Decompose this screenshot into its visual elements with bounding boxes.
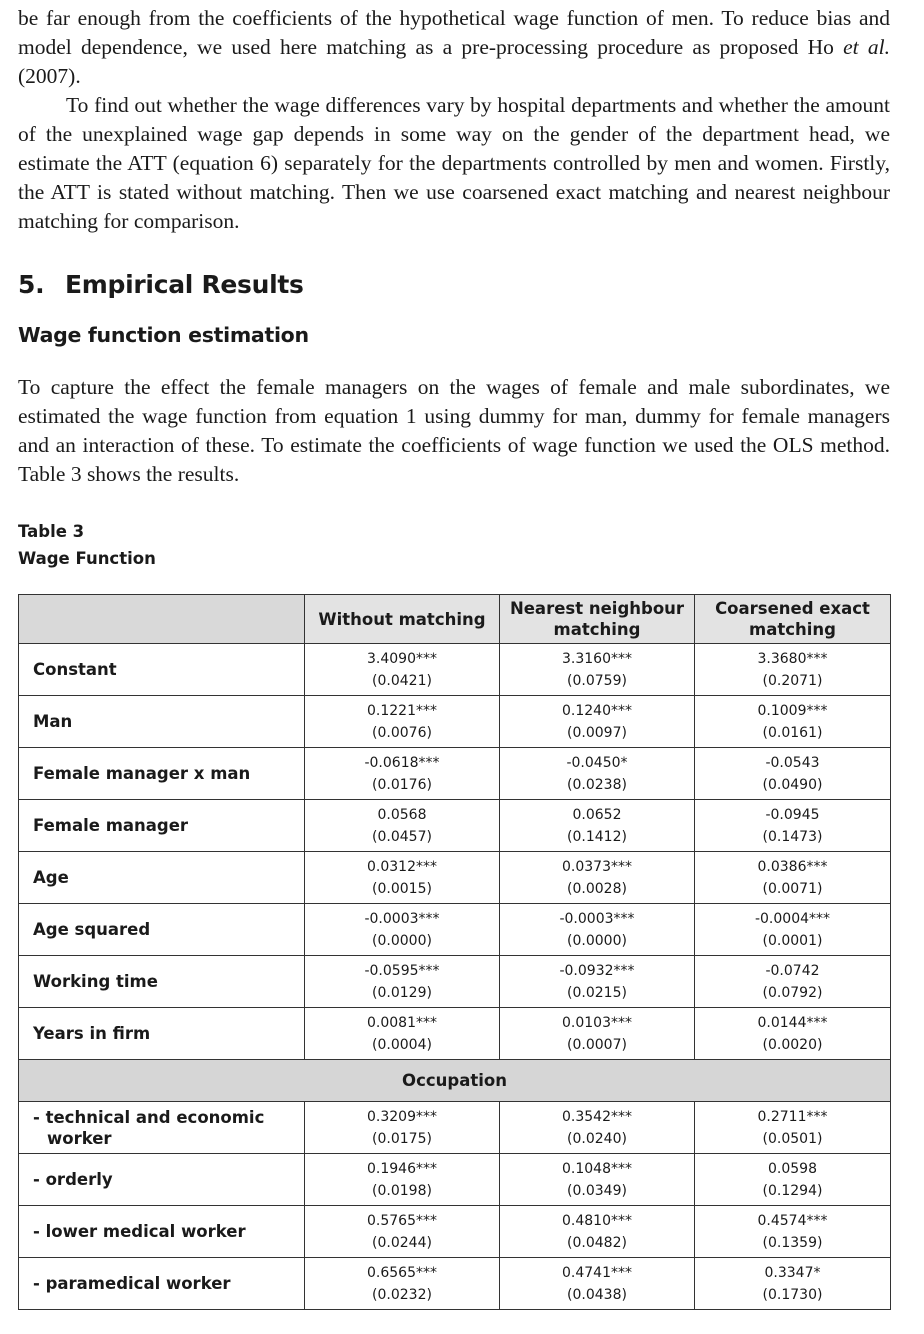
std-error: (0.0129) — [372, 984, 432, 1001]
coefficient: -0.0618*** — [364, 754, 440, 771]
cell — [695, 748, 891, 800]
std-error: (0.0421) — [372, 672, 432, 689]
paragraph-text: (2007). — [18, 64, 81, 88]
coefficient: -0.0543 — [765, 754, 820, 771]
coefficient: 0.0373*** — [562, 858, 632, 875]
cell — [695, 904, 891, 956]
std-error: (0.0482) — [567, 1234, 627, 1251]
coefficient: 0.3347* — [764, 1264, 821, 1281]
paragraph-matching — [18, 4, 890, 91]
table-row — [19, 956, 891, 1008]
table-row — [19, 696, 891, 748]
std-error: (0.0020) — [762, 1036, 823, 1053]
cell — [695, 696, 891, 748]
std-error: (0.0000) — [372, 932, 432, 949]
cell — [305, 748, 500, 800]
subsection-heading: Wage function estimation — [18, 323, 309, 347]
cell — [695, 800, 891, 852]
cell — [305, 852, 500, 904]
cell — [305, 800, 500, 852]
table-row — [19, 1206, 891, 1258]
coefficient: 0.6565*** — [367, 1264, 437, 1281]
coefficient: 0.1009*** — [757, 702, 828, 719]
cell — [305, 1008, 500, 1060]
wage-function-table — [18, 594, 891, 1310]
cell — [305, 644, 500, 696]
section-number: 5. — [18, 270, 45, 299]
coefficient: 0.1048*** — [562, 1160, 632, 1177]
std-error: (0.0759) — [567, 672, 627, 689]
citation-italic: et al. — [843, 35, 890, 59]
coefficient: -0.0450* — [566, 754, 628, 771]
cell — [500, 800, 695, 852]
cell — [305, 1154, 500, 1206]
cell — [305, 696, 500, 748]
std-error: (0.0438) — [567, 1286, 627, 1303]
coefficient: 0.0312*** — [367, 858, 437, 875]
cell — [695, 852, 891, 904]
cell — [500, 1102, 695, 1154]
row-label — [19, 1102, 305, 1154]
std-error: (0.0001) — [762, 932, 823, 949]
cell — [500, 956, 695, 1008]
std-error: (0.0007) — [567, 1036, 627, 1053]
coefficient: 0.0568 — [377, 806, 427, 823]
std-error: (0.0071) — [762, 880, 823, 897]
header-blank-cell — [19, 595, 305, 644]
row-label: Female manager — [19, 800, 305, 852]
group-header-row — [19, 1060, 891, 1102]
std-error: (0.0176) — [372, 776, 432, 793]
coefficient: 0.0081*** — [367, 1014, 437, 1031]
paragraph-intro: To capture the effect the female managers on the wages of female and male subordinates, we estimated the wage function from equation 1 using dummy for man, dummy for female managers and an interaction of these. To estimate the coefficients of wage function we used the OLS method. Table 3 shows the results. — [18, 375, 890, 486]
table-row — [19, 644, 891, 696]
cell — [500, 1206, 695, 1258]
std-error: (0.0457) — [372, 828, 432, 845]
row-label: Female manager x man — [19, 748, 305, 800]
row-label-line: worker — [47, 1128, 112, 1148]
row-label: - orderly — [19, 1154, 305, 1206]
coefficient: 0.0386*** — [757, 858, 828, 875]
coefficient: 0.3209*** — [367, 1108, 437, 1125]
std-error: (0.0244) — [372, 1234, 432, 1251]
coefficient: 0.3542*** — [562, 1108, 632, 1125]
cell — [305, 1258, 500, 1310]
coefficient: 0.2711*** — [757, 1108, 828, 1125]
std-error: (0.0215) — [567, 984, 627, 1001]
section-heading — [18, 270, 890, 300]
header-without-matching: Without matching — [305, 595, 500, 644]
row-label: Working time — [19, 956, 305, 1008]
std-error: (0.1412) — [567, 828, 627, 845]
row-label: Man — [19, 696, 305, 748]
coefficient: -0.0742 — [765, 962, 820, 979]
cell — [305, 1102, 500, 1154]
coefficient: 0.0103*** — [562, 1014, 632, 1031]
document-page — [18, 0, 890, 1303]
std-error: (0.1473) — [762, 828, 823, 845]
table-row — [19, 1154, 891, 1206]
coefficient: 0.0144*** — [757, 1014, 828, 1031]
coefficient: 0.1221*** — [367, 702, 437, 719]
table-header-row — [19, 595, 891, 644]
cell — [695, 956, 891, 1008]
coefficient: 0.1946*** — [367, 1160, 437, 1177]
row-label: - lower medical worker — [19, 1206, 305, 1258]
table-row — [19, 852, 891, 904]
coefficient: 0.0652 — [572, 806, 622, 823]
std-error: (0.0501) — [762, 1130, 823, 1147]
table-caption — [18, 518, 890, 572]
cell — [305, 1206, 500, 1258]
cell — [500, 852, 695, 904]
table-title: Wage Function — [18, 549, 156, 568]
coefficient: 0.0598 — [768, 1160, 817, 1177]
coefficient: -0.0003*** — [559, 910, 635, 927]
coefficient: 0.4810*** — [562, 1212, 632, 1229]
coefficient: -0.0932*** — [559, 962, 635, 979]
std-error: (0.0240) — [567, 1130, 627, 1147]
std-error: (0.2071) — [762, 672, 823, 689]
header-coarsened-exact: Coarsened exact matching — [695, 595, 891, 644]
row-label: Years in firm — [19, 1008, 305, 1060]
std-error: (0.0000) — [567, 932, 627, 949]
cell — [695, 1206, 891, 1258]
std-error: (0.0161) — [762, 724, 823, 741]
row-label: - paramedical worker — [19, 1258, 305, 1310]
table-row — [19, 800, 891, 852]
std-error: (0.0175) — [372, 1130, 432, 1147]
coefficient: 0.4574*** — [757, 1212, 828, 1229]
cell — [500, 1008, 695, 1060]
std-error: (0.0076) — [372, 724, 432, 741]
coefficient: -0.0004*** — [754, 910, 831, 927]
table-row — [19, 904, 891, 956]
std-error: (0.0028) — [567, 880, 627, 897]
header-nearest-neighbour: Nearest neighbour matching — [500, 595, 695, 644]
std-error: (0.1294) — [762, 1182, 823, 1199]
cell — [695, 1102, 891, 1154]
section-title: Empirical Results — [65, 270, 304, 299]
std-error: (0.1359) — [762, 1234, 823, 1251]
coefficient: -0.0945 — [765, 806, 820, 823]
std-error: (0.0490) — [762, 776, 823, 793]
paragraph-att: To find out whether the wage differences vary by hospital departments and whether the amount of the unexplained wage gap depends in some way on the gender of the department head, we estimate the ATT (equation 6) separately for the departments controlled by men and women. Firstly, the ATT is stated without matching. Then we use coarsened exact matching and nearest neighbour matching for comparison. — [18, 93, 890, 233]
cell — [500, 904, 695, 956]
group-header-occupation: Occupation — [19, 1060, 891, 1102]
std-error: (0.0004) — [372, 1036, 432, 1053]
cell — [305, 904, 500, 956]
std-error: (0.0198) — [372, 1182, 432, 1199]
cell — [500, 644, 695, 696]
row-label: Age squared — [19, 904, 305, 956]
cell — [500, 1258, 695, 1310]
std-error: (0.0097) — [567, 724, 627, 741]
coefficient: 0.4741*** — [562, 1264, 632, 1281]
coefficient: -0.0003*** — [364, 910, 440, 927]
cell — [305, 956, 500, 1008]
coefficient: -0.0595*** — [364, 962, 440, 979]
coefficient: 0.5765*** — [367, 1212, 437, 1229]
row-label: Constant — [19, 644, 305, 696]
cell — [695, 1008, 891, 1060]
cell — [695, 644, 891, 696]
cell — [695, 1154, 891, 1206]
coefficient: 3.4090*** — [367, 650, 437, 667]
std-error: (0.0015) — [372, 880, 432, 897]
table-row — [19, 1258, 891, 1310]
row-label: Age — [19, 852, 305, 904]
table-row — [19, 1008, 891, 1060]
table-label: Table 3 — [18, 522, 85, 541]
row-label-line: - technical and economic — [33, 1107, 265, 1127]
coefficient: 3.3680*** — [757, 650, 828, 667]
coefficient: 3.3160*** — [562, 650, 632, 667]
coefficient: 0.1240*** — [562, 702, 632, 719]
std-error: (0.0349) — [567, 1182, 627, 1199]
cell — [695, 1258, 891, 1310]
cell — [500, 1154, 695, 1206]
paragraph-text: be far enough from the coefficients of the hypothetical wage function of men. To reduce bias and model dependence, we used here matching as a pre-processing procedure as proposed Ho — [18, 6, 890, 59]
table-row — [19, 1102, 891, 1154]
cell — [500, 748, 695, 800]
cell — [500, 696, 695, 748]
std-error: (0.0232) — [372, 1286, 432, 1303]
table-row — [19, 748, 891, 800]
std-error: (0.0238) — [567, 776, 627, 793]
std-error: (0.0792) — [762, 984, 823, 1001]
std-error: (0.1730) — [762, 1286, 823, 1303]
